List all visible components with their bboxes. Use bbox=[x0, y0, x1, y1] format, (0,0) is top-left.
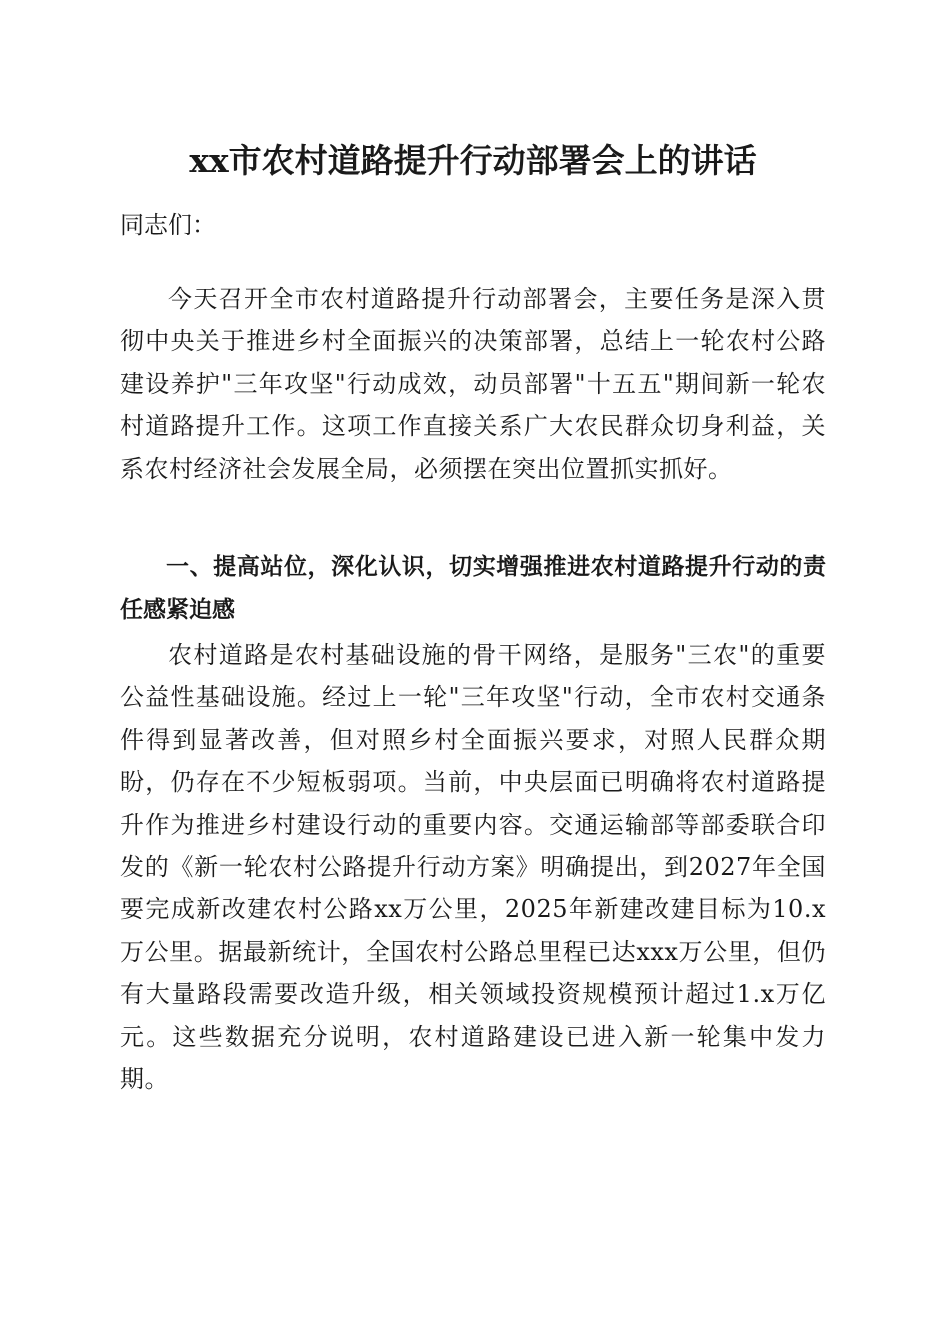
document-title: xx市农村道路提升行动部署会上的讲话 bbox=[189, 141, 757, 180]
body-paragraph-1: 农村道路是农村基础设施的骨干网络，是服务"三农"的重要公益性基础设施。经过上一轮"三年攻坚"行动，全市农村交通条件得到显著改善，但对照乡村全面振兴要求，对照人民群众期盼，仍存在不少短板弱项。当前，中央层面已明确将农村道路提升作为推进乡村建设行动的重要内容。交通运输部等部委联合印发的《新一轮农村公路提升行动方案》明确提出，到2027年全国要完成新改建农村公路xx万公里，2025年新建改建目标为10.x万公里。据最新统计，全国农村公路总里程已达xxx万公里，但仍有大量路段需要改造升级，相关领域投资规模预计超过1.x万亿元。这些数据充分说明，农村道路建设已进入新一轮集中发力期。 bbox=[120, 641, 826, 1094]
intro-paragraph: 今天召开全市农村道路提升行动部署会，主要任务是深入贯彻中央关于推进乡村全面振兴的决策部署，总结上一轮农村公路建设养护"三年攻坚"行动成效，动员部署"十五五"期间新一轮农村道路提升工作。这项工作直接关系广大农民群众切身利益，关系农村经济社会发展全局，必须摆在突出位置抓实抓好。 bbox=[120, 285, 826, 483]
section-heading-1: 一、提高站位，深化认识，切实增强推进农村道路提升行动的责任感紧迫感 bbox=[120, 554, 826, 623]
salutation: 同志们： bbox=[120, 211, 216, 239]
